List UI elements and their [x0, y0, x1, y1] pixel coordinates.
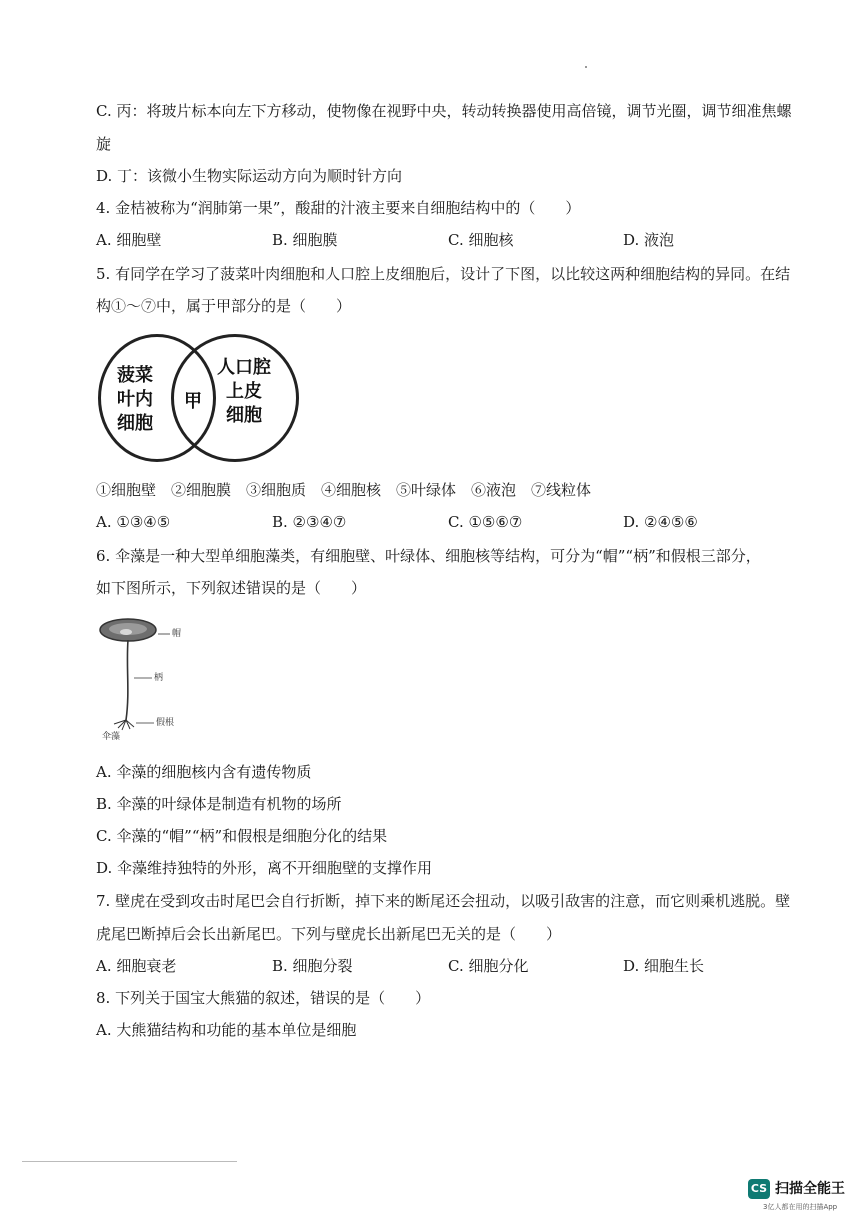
q6-option-b: B. 伞藻的叶绿体是制造有机物的场所	[96, 795, 342, 813]
q8-stem: 8. 下列关于国宝大熊猫的叙述，错误的是（ ）	[96, 989, 431, 1007]
q7-option-b: B. 细胞分裂	[272, 957, 353, 975]
q6-stem-line2: 如下图所示，下列叙述错误的是（ ）	[96, 579, 367, 597]
q4-option-a: A. 细胞壁	[96, 231, 162, 249]
q3-option-c-line1: C. 丙：将玻片标本向左下方移动，使物像在视野中央，转动转换器使用高倍镜，调节光圈，调节细准焦螺	[96, 102, 792, 120]
venn-diagram	[98, 326, 303, 466]
q6-option-d: D. 伞藻维持独特的外形，离不开细胞壁的支撑作用	[96, 859, 433, 877]
q5-stem-line1: 5. 有同学在学习了菠菜叶肉细胞和人口腔上皮细胞后，设计了下图，以比较这两种细胞结构的异同。在结	[96, 265, 791, 283]
q7-stem-line1: 7. 壁虎在受到攻击时尾巴会自行折断，掉下来的断尾还会扭动，以吸引敌害的注意，而它则乘机逃脱。壁	[96, 892, 791, 910]
scan-speck	[585, 66, 587, 68]
algae-cap-label: 帽	[172, 629, 182, 639]
camscanner-logo: CS	[748, 1179, 770, 1199]
venn-left-label: 菠菜 叶内 细胞	[117, 365, 153, 434]
q5-option-d: D. ②④⑤⑥	[623, 513, 698, 531]
algae-rhizoid-label: 假根	[156, 718, 175, 728]
algae-stalk-label: 柄	[154, 673, 164, 683]
q7-option-c: C. 细胞分化	[448, 957, 529, 975]
q5-structures: ①细胞壁 ②细胞膜 ③细胞质 ④细胞核 ⑤叶绿体 ⑥液泡 ⑦线粒体	[96, 481, 592, 499]
q3-option-d: D. 丁：该微小生物实际运动方向为顺时针方向	[96, 167, 403, 185]
q6-stem-line1: 6. 伞藻是一种大型单细胞藻类，有细胞壁、叶绿体、细胞核等结构，可分为“帽”“柄”和假根三部分，	[96, 547, 761, 565]
footer-divider	[22, 1161, 237, 1162]
q8-option-a: A. 大熊猫结构和功能的基本单位是细胞	[96, 1021, 357, 1039]
q5-option-c: C. ①⑤⑥⑦	[448, 513, 523, 531]
q4-stem: 4. 金桔被称为“润肺第一果”，酸甜的汁液主要来自细胞结构中的（ ）	[96, 199, 581, 217]
venn-right-label: 人口腔 上皮 细胞	[217, 357, 271, 426]
venn-center-label: 甲	[184, 391, 202, 412]
q4-option-b: B. 细胞膜	[272, 231, 338, 249]
q7-option-a: A. 细胞衰老	[96, 957, 177, 975]
q7-stem-line2: 虎尾巴断掉后会长出新尾巴。下列与壁虎长出新尾巴无关的是（ ）	[96, 925, 562, 943]
q6-option-a: A. 伞藻的细胞核内含有遗传物质	[96, 763, 312, 781]
q4-option-c: C. 细胞核	[448, 231, 514, 249]
q5-option-b: B. ②③④⑦	[272, 513, 347, 531]
camscanner-name: 扫描全能王	[775, 1181, 845, 1197]
q5-option-a: A. ①③④⑤	[96, 513, 171, 531]
q5-stem-line2: 构①～⑦中，属于甲部分的是（ ）	[96, 297, 352, 315]
q7-option-d: D. 细胞生长	[623, 957, 705, 975]
q4-option-d: D. 液泡	[623, 231, 675, 249]
camscanner-tagline: 3亿人都在用的扫描App	[763, 1203, 838, 1211]
q3-option-c-line2: 旋	[96, 135, 112, 153]
umbrella-algae-figure	[96, 612, 196, 747]
algae-caption: 伞藻	[102, 732, 121, 742]
q6-option-c: C. 伞藻的“帽”“柄”和假根是细胞分化的结果	[96, 827, 388, 845]
